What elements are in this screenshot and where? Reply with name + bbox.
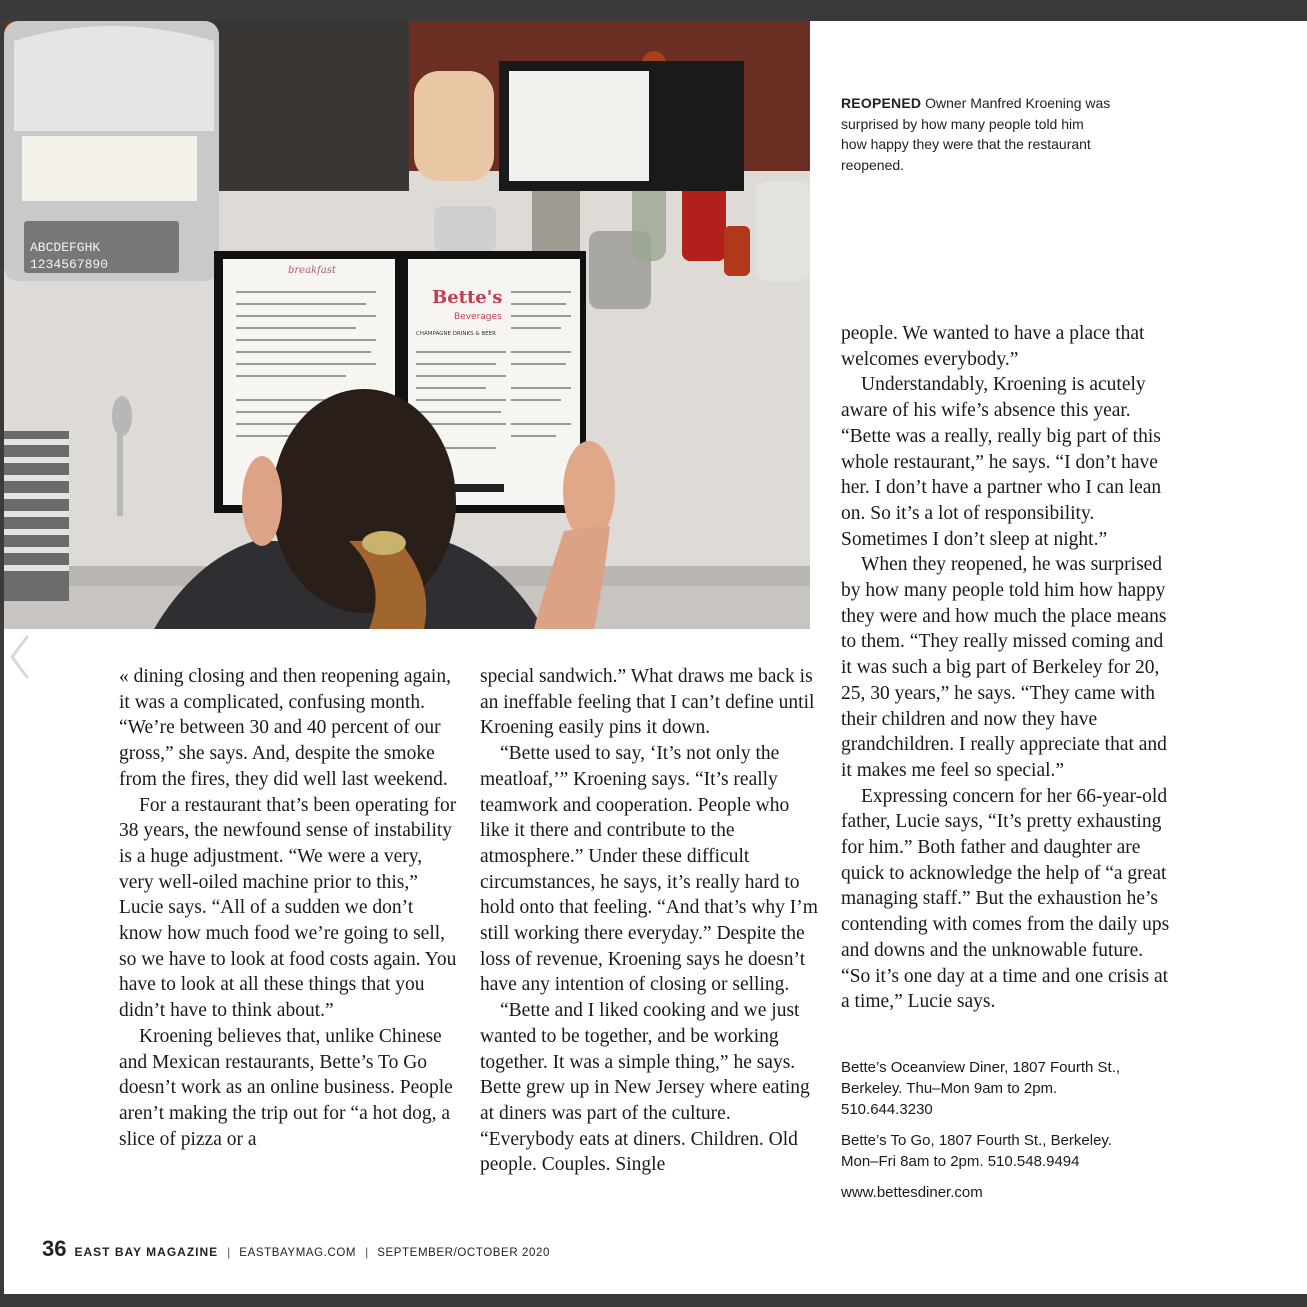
page-number: 36 [42, 1236, 67, 1261]
menu-left-heading: breakfast [288, 265, 336, 276]
caption-text: Owner Manfred Kroening was surprised by how many people told him how happy they were that the restaurant reopened. [841, 95, 1111, 173]
restaurant-info-to-go: Bette’s To Go, 1807 Fourth St., Berkeley. Mon–Fri 8am to 2pm. 510.548.9494 [841, 1132, 1112, 1170]
jukebox-letters: ABCDEFGHK [30, 240, 101, 255]
issue-date: SEPTEMBER/OCTOBER 2020 [377, 1247, 551, 1259]
magazine-page [4, 21, 1307, 1294]
previous-page-arrow-icon[interactable] [7, 633, 31, 681]
footer-separator: | [227, 1245, 231, 1259]
photo-caption [841, 93, 1111, 175]
article-column-1 [119, 664, 459, 1152]
sugar-bowl [434, 206, 496, 251]
article-column-2 [480, 664, 818, 1178]
footer-separator: | [365, 1245, 369, 1259]
paragraph: Kroening believes that, unlike Chinese and Mexican restaurants, Bette’s To Go doesn’t work as an online business. People aren’t making the trip out for “a hot dog, a slice of pizza or a [119, 1025, 453, 1150]
page-footer [42, 1236, 550, 1262]
menu-brand: Bette's [432, 287, 503, 308]
sugar-dispenser [756, 181, 810, 281]
paragraph: For a restaurant that’s been operating for 38 years, the newfound sense of instability is a huge adjustment. “We were a very, very well-oiled machine prior to this,” Lucie says. “All of a sudden we don’t know how much food we’re going to sell, so we have to look at food costs again. You have to look at all these things that you didn’t have to think about.” [119, 794, 457, 1022]
restaurant-website[interactable]: www.bettesdiner.com [841, 1184, 983, 1201]
paragraph: Understandably, Kroening is acutely aware of his wife’s absence this year. “Bette was a really, really big part of this whole restaurant,” he says. “I don’t have her. I don’t have a partner who I can lean on. So it’s a lot of responsibility. Sometimes I don’t sleep at night.” [841, 374, 1162, 550]
magazine-website: EASTBAYMAG.COM [239, 1247, 357, 1259]
paragraph: When they reopened, he was surprised by how many people told him how happy they were and how much the place means to them. “They really missed coming and it was such a big part of Berkeley for 20, 25, 30 years,” he says. “They came with their children and now they have grandchildren. I really appreciate that and it makes me feel so special.” [841, 554, 1167, 781]
seat-back [414, 71, 494, 181]
paragraph: people. We wanted to have a place that welcomes everybody.” [841, 323, 1145, 370]
spoon [112, 396, 132, 436]
napkin-holder [532, 181, 580, 261]
paragraph: “Bette and I liked cooking and we just wanted to be together, and be working together. It was a simple thing,” he says. Bette grew up in New Jersey where eating at diners was part of the culture. “Everybody eats at diners. Children. Old people. Couples. Single [480, 1000, 810, 1176]
paragraph: « dining closing and then reopening again, it was a complicated, confusing month. “We’re between 30 and 40 percent of our gross,” she says. And, despite the smoke from the fires, they did well last weekend. [119, 666, 451, 790]
jukebox-numbers: 1234567890 [30, 257, 109, 272]
paragraph: “Bette used to say, ‘It’s not only the meatloaf,’” Kroening says. “It’s really teamwork and cooperation. People who like it there and contribute to the atmosphere.” Under these difficult circumstances, he says, it’s really hard to hold onto that feeling. “And that’s why I’m still working there everyday.” Despite the loss of revenue, Kroening says he doesn’t have any intention of closing or selling. [480, 743, 818, 996]
article-column-3 [841, 321, 1176, 1015]
diner-photo-illustration [4, 21, 810, 629]
menu-section: CHAMPAGNE DRINKS & BEER [416, 331, 496, 337]
caption-lead: REOPENED [841, 95, 922, 111]
hot-sauce [724, 226, 750, 276]
tabletop-jukebox [4, 21, 219, 281]
menu-subtitle: Beverages [454, 312, 502, 322]
magazine-name: EAST BAY MAGAZINE [74, 1245, 219, 1259]
paragraph: special sandwich.” What draws me back is an ineffable feeling that I can’t define until Kroening easily pins it down. [480, 666, 815, 739]
restaurant-info-oceanview: Bette’s Oceanview Diner, 1807 Fourth St., Berkeley. Thu–Mon 9am to 2pm. 510.644.3230 [841, 1059, 1121, 1118]
paragraph: Expressing concern for her 66-year-old father, Lucie says, “It’s pretty exhausting for him.” Both father and daughter are quick to acknowledge the help of “a great managing staff.” But the exhaustion he’s contending with comes from the daily ups and downs and the unknowable future. “So it’s one day at a time and one crisis at a time,” Lucie says. [841, 785, 1170, 1013]
diner-photo [4, 21, 810, 629]
